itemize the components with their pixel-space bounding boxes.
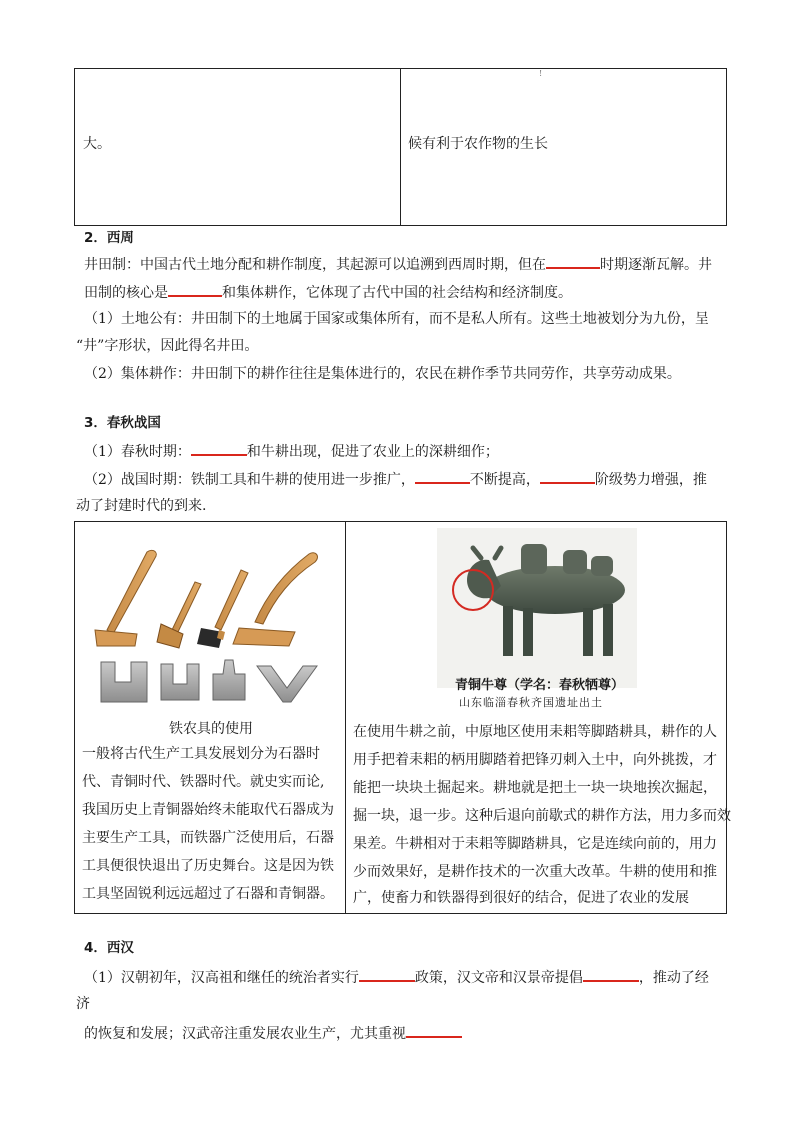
- left-cell-line: 主要生产工具，而铁器广泛使用后，石器: [82, 830, 334, 846]
- right-cell-line: 能把一块块土掘起来。耕地就是把土一块一块地挨次掘起，: [353, 780, 717, 796]
- fill-blank[interactable]: [583, 966, 639, 982]
- curved-hoe-icon: [233, 553, 317, 646]
- ox-subcaption: 山东临淄春秋齐国遗址出土: [459, 696, 603, 709]
- fill-blank[interactable]: [191, 440, 247, 456]
- iron-tools-illustration: [91, 542, 331, 718]
- left-cell-line: 工具坚固锐利远远超过了石器和青铜器。: [82, 886, 334, 902]
- hoe-icon: [95, 550, 156, 646]
- left-cell-line: 我国历史上青铜器始终未能取代石器成为: [82, 802, 334, 818]
- fill-blank[interactable]: [546, 253, 600, 269]
- left-cell-line: 代、青铜时代、铁器时代。就史实而论,: [82, 774, 325, 790]
- fill-blank[interactable]: [415, 468, 470, 484]
- left-cell-line: 工具便很快退出了历史舞台。这是因为铁: [82, 858, 334, 874]
- paragraph: 的恢复和发展；汉武帝注重发展农业生产，尤其重视: [84, 1022, 462, 1044]
- paragraph: （1）汉朝初年，汉高祖和继任的统治者实行 政策，汉文帝和汉景帝提倡 ，推动了经: [84, 966, 709, 988]
- table-divider: [400, 69, 401, 225]
- paragraph: （1）土地公有：井田制下的土地属于国家或集体所有，而不是私人所有。这些土地被划分为九份，呈: [84, 311, 709, 327]
- top-table-left-cell: 大。: [83, 136, 111, 152]
- paragraph: （1）春秋时期： 和牛耕出现，促进了农业上的深耕细作；: [84, 440, 499, 462]
- table-divider: [345, 522, 346, 913]
- fill-blank[interactable]: [359, 966, 415, 982]
- axe-icon: [157, 582, 201, 648]
- section-heading-3: 3．春秋战国: [84, 415, 161, 431]
- top-table: [74, 68, 727, 226]
- paragraph: （2）战国时期：铁制工具和牛耕的使用进一步推广， 不断提高， 阶级势力增强，推: [84, 468, 707, 490]
- paragraph: 井田制：中国古代土地分配和耕作制度，其起源可以追溯到西周时期，但在 时期逐渐瓦解。井: [84, 253, 712, 275]
- left-cell-line: 一般将古代生产工具发展划分为石器时: [82, 746, 320, 762]
- paragraph: “井”字形状，因此得名井田。: [76, 338, 259, 354]
- right-cell-line: 在使用牛耕之前，中原地区使用耒耜等脚踏耕具，耕作的人: [353, 724, 717, 740]
- iron-tools-caption: 铁农具的使用: [169, 721, 253, 737]
- right-cell-line: 果差。牛耕相对于耒耜等脚踏耕具，它是连续向前的，用力: [353, 836, 717, 852]
- iron-heads-icon: [101, 660, 317, 702]
- fill-blank[interactable]: [406, 1022, 462, 1038]
- right-cell-line: 掘一块，退一步。这种后退向前歇式的耕作方法，用力多而效: [353, 808, 731, 824]
- bronze-ox-illustration: [437, 528, 637, 688]
- paragraph: （2）集体耕作：井田制下的耕作往往是集体进行的，农民在耕作季节共同劳作，共享劳动成果。: [84, 366, 681, 382]
- paragraph: 田制的核心是 和集体耕作，它体现了古代中国的社会结构和经济制度。: [84, 281, 572, 303]
- paragraph: 动了封建时代的到来.: [76, 498, 207, 514]
- right-cell-line: 用手把着耒耜的柄用脚踏着把锋刃刺入土中，向外挑拨，才: [353, 752, 717, 768]
- top-table-right-cell: 候有利于农作物的生长: [408, 136, 548, 152]
- section-heading-4: 4．西汉: [84, 940, 134, 956]
- fill-blank[interactable]: [540, 468, 595, 484]
- paragraph: 济: [76, 996, 90, 1012]
- section-heading-2: 2．西周: [84, 230, 134, 246]
- ox-caption: 青铜牛尊（学名：春秋牺尊）: [455, 678, 625, 693]
- right-cell-line: 广，使畜力和铁器得到很好的结合，促进了农业的发展: [353, 890, 689, 906]
- figure-table: [74, 521, 731, 914]
- fill-blank[interactable]: [168, 281, 222, 297]
- right-cell-line: 少而效果好，是耕作技术的一次重大改革。牛耕的使用和推: [353, 864, 717, 880]
- top-table-right-mark: !: [539, 69, 543, 78]
